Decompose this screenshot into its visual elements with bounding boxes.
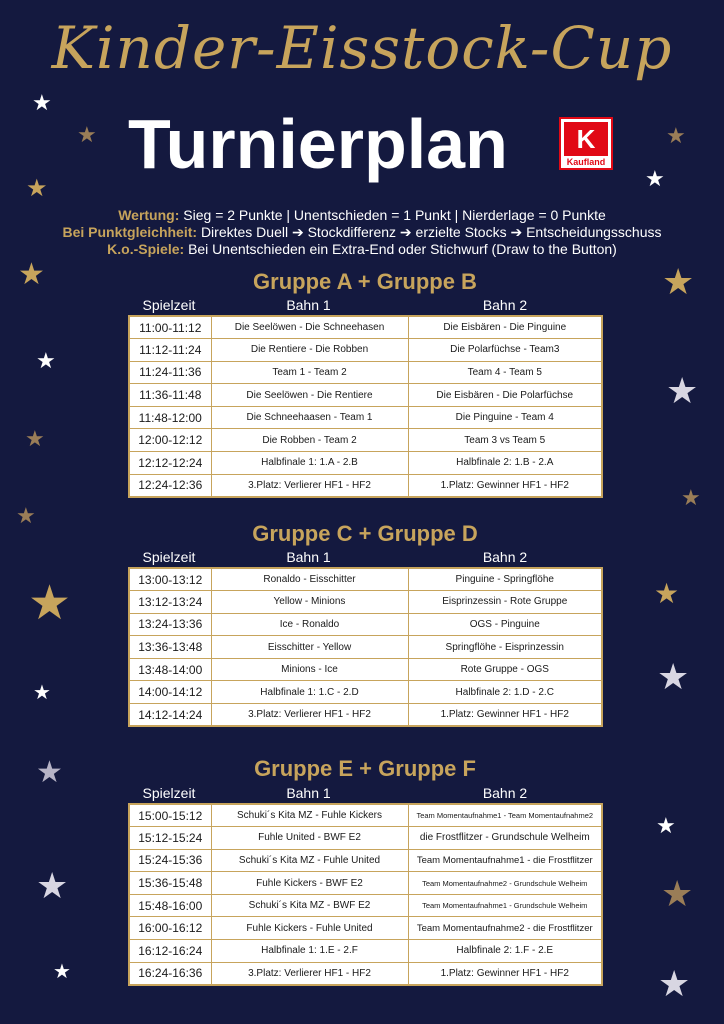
time-cell: 13:12-13:24 bbox=[129, 591, 211, 614]
time-cell: 11:24-11:36 bbox=[129, 361, 211, 384]
star-icon: ★ bbox=[32, 90, 52, 115]
table-row bbox=[129, 474, 602, 497]
star-icon: ★ bbox=[53, 961, 71, 983]
table-row bbox=[129, 940, 602, 963]
time-cell: 12:24-12:36 bbox=[129, 474, 211, 497]
star-icon: ★ bbox=[657, 656, 690, 697]
lane1-cell: Halbfinale 1: 1.C - 2.D bbox=[211, 681, 408, 704]
table-row bbox=[129, 613, 602, 636]
star-icon: ★ bbox=[28, 577, 72, 630]
lane2-cell: Halbfinale 2: 1.F - 2.E bbox=[408, 940, 602, 963]
lane1-cell: Die Seelöwen - Die Rentiere bbox=[211, 384, 408, 407]
lane1-cell: Schuki´s Kita MZ - Fuhle United bbox=[211, 849, 408, 872]
time-cell: 16:00-16:12 bbox=[129, 917, 211, 940]
column-header-lane2: Bahn 2 bbox=[482, 549, 528, 565]
time-cell: 15:48-16:00 bbox=[129, 894, 211, 917]
time-cell: 14:12-14:24 bbox=[129, 704, 211, 727]
lane2-cell: Springflöhe - Eisprinzessin bbox=[408, 636, 602, 659]
lane1-cell: Team 1 - Team 2 bbox=[211, 361, 408, 384]
table-row bbox=[129, 894, 602, 917]
lane2-cell: Team Momentaufnahme2 - die Frostflitzer bbox=[408, 917, 602, 940]
column-header-lane2: Bahn 2 bbox=[482, 297, 528, 313]
lane2-cell: Die Eisbären - Die Polarfüchse bbox=[408, 384, 602, 407]
rule-tiebreak: Bei Punktgleichheit: Direktes Duell ➔ Stockdifferenz ➔ erzielte Stocks ➔ Entscheidungsschuss bbox=[62, 224, 662, 240]
lane2-cell: Team 4 - Team 5 bbox=[408, 361, 602, 384]
table-row bbox=[129, 339, 602, 362]
rule-scoring: Wertung: Sieg = 2 Punkte | Unentschieden = 1 Punkt | Nierderlage = 0 Punkte bbox=[118, 207, 606, 223]
time-cell: 11:48-12:00 bbox=[129, 406, 211, 429]
table-row bbox=[129, 804, 602, 827]
lane2-cell: die Frostflitzer - Grundschule Welheim bbox=[408, 827, 602, 850]
column-header-lane2: Bahn 2 bbox=[482, 785, 528, 801]
star-icon: ★ bbox=[36, 865, 69, 906]
table-row bbox=[129, 361, 602, 384]
table-row bbox=[129, 384, 602, 407]
time-cell: 16:24-16:36 bbox=[129, 962, 211, 985]
lane2-cell: Team Momentaufnahme1 - Grundschule Welheim bbox=[408, 894, 602, 917]
star-icon: ★ bbox=[33, 682, 51, 704]
star-icon: ★ bbox=[16, 503, 36, 528]
lane2-cell: Team Momentaufnahme1 - die Frostflitzer bbox=[408, 849, 602, 872]
lane1-cell: Halbfinale 1: 1.E - 2.F bbox=[211, 940, 408, 963]
star-icon: ★ bbox=[77, 122, 97, 147]
lane1-cell: Die Rentiere - Die Robben bbox=[211, 339, 408, 362]
column-header-lane1: Bahn 1 bbox=[286, 785, 331, 801]
lane2-cell: Team Momentaufnahme1 - Team Momentaufnahme2 bbox=[408, 804, 602, 827]
time-cell: 11:36-11:48 bbox=[129, 384, 211, 407]
star-icon: ★ bbox=[662, 261, 695, 302]
star-icon: ★ bbox=[26, 175, 48, 202]
lane2-cell: Team 3 vs Team 5 bbox=[408, 429, 602, 452]
column-header-time: Spielzeit bbox=[142, 785, 196, 801]
schedule-table-ab bbox=[128, 315, 603, 498]
star-icon: ★ bbox=[36, 348, 56, 373]
table-row bbox=[129, 827, 602, 850]
star-icon: ★ bbox=[656, 813, 676, 838]
lane1-cell: Yellow - Minions bbox=[211, 591, 408, 614]
group-title-cd: Gruppe C + Gruppe D bbox=[252, 521, 478, 546]
lane2-cell: OGS - Pinguine bbox=[408, 613, 602, 636]
lane2-cell: Pinguine - Springflöhe bbox=[408, 568, 602, 591]
table-row bbox=[129, 872, 602, 895]
table-row bbox=[129, 452, 602, 475]
lane1-cell: Schuki´s Kita MZ - BWF E2 bbox=[211, 894, 408, 917]
star-icon: ★ bbox=[661, 873, 694, 914]
time-cell: 13:48-14:00 bbox=[129, 658, 211, 681]
star-icon: ★ bbox=[645, 166, 665, 191]
table-row bbox=[129, 429, 602, 452]
rules-block bbox=[0, 207, 724, 258]
lane2-cell: 1.Platz: Gewinner HF1 - HF2 bbox=[408, 474, 602, 497]
table-row bbox=[129, 704, 602, 727]
kaufland-logo bbox=[559, 117, 613, 170]
event-title: Kinder-Eisstock-Cup bbox=[51, 14, 673, 82]
lane2-cell: Die Pinguine - Team 4 bbox=[408, 406, 602, 429]
lane2-cell: Halbfinale 2: 1.D - 2.C bbox=[408, 681, 602, 704]
column-header-time: Spielzeit bbox=[142, 297, 196, 313]
lane1-cell: Die Robben - Team 2 bbox=[211, 429, 408, 452]
rule-knockout: K.o.-Spiele: Bei Unentschieden ein Extra-End oder Stichwurf (Draw to the Button) bbox=[107, 241, 617, 257]
star-icon: ★ bbox=[666, 123, 686, 148]
lane1-cell: Halbfinale 1: 1.A - 2.B bbox=[211, 452, 408, 475]
lane1-cell: 3.Platz: Verlierer HF1 - HF2 bbox=[211, 474, 408, 497]
star-icon: ★ bbox=[658, 963, 691, 1004]
group-title-ab: Gruppe A + Gruppe B bbox=[253, 269, 477, 294]
lane1-cell: Ronaldo - Eisschitter bbox=[211, 568, 408, 591]
column-header-lane1: Bahn 1 bbox=[286, 549, 331, 565]
time-cell: 13:00-13:12 bbox=[129, 568, 211, 591]
lane1-cell: Schuki´s Kita MZ - Fuhle Kickers bbox=[211, 804, 408, 827]
star-icon: ★ bbox=[654, 578, 680, 609]
lane2-cell: Die Eisbären - Die Pinguine bbox=[408, 316, 602, 339]
lane2-cell: Die Polarfüchse - Team3 bbox=[408, 339, 602, 362]
lane1-cell: Minions - Ice bbox=[211, 658, 408, 681]
time-cell: 15:00-15:12 bbox=[129, 804, 211, 827]
time-cell: 16:12-16:24 bbox=[129, 940, 211, 963]
time-cell: 13:36-13:48 bbox=[129, 636, 211, 659]
lane1-cell: 3.Platz: Verlierer HF1 - HF2 bbox=[211, 704, 408, 727]
time-cell: 15:36-15:48 bbox=[129, 872, 211, 895]
table-row bbox=[129, 636, 602, 659]
lane1-cell: Fuhle United - BWF E2 bbox=[211, 827, 408, 850]
lane2-cell: Eisprinzessin - Rote Gruppe bbox=[408, 591, 602, 614]
star-icon: ★ bbox=[36, 756, 63, 789]
time-cell: 12:00-12:12 bbox=[129, 429, 211, 452]
lane1-cell: Die Schneehaasen - Team 1 bbox=[211, 406, 408, 429]
star-icon: ★ bbox=[666, 370, 699, 411]
logo-letter: K bbox=[576, 124, 596, 154]
table-row bbox=[129, 406, 602, 429]
logo-brand: Kaufland bbox=[566, 157, 606, 167]
table-row bbox=[129, 591, 602, 614]
time-cell: 12:12-12:24 bbox=[129, 452, 211, 475]
lane1-cell: Fuhle Kickers - BWF E2 bbox=[211, 872, 408, 895]
table-row bbox=[129, 962, 602, 985]
schedule-table-cd bbox=[128, 567, 603, 727]
time-cell: 11:00-11:12 bbox=[129, 316, 211, 339]
lane1-cell: Fuhle Kickers - Fuhle United bbox=[211, 917, 408, 940]
lane1-cell: Eisschitter - Yellow bbox=[211, 636, 408, 659]
column-header-time: Spielzeit bbox=[142, 549, 196, 565]
lane2-cell: 1.Platz: Gewinner HF1 - HF2 bbox=[408, 962, 602, 985]
lane1-cell: Ice - Ronaldo bbox=[211, 613, 408, 636]
table-row bbox=[129, 681, 602, 704]
page-title: Turnierplan bbox=[128, 105, 508, 183]
star-icon: ★ bbox=[25, 426, 45, 451]
star-icon: ★ bbox=[18, 258, 45, 291]
time-cell: 13:24-13:36 bbox=[129, 613, 211, 636]
table-row bbox=[129, 917, 602, 940]
time-cell: 11:12-11:24 bbox=[129, 339, 211, 362]
lane1-cell: 3.Platz: Verlierer HF1 - HF2 bbox=[211, 962, 408, 985]
table-row bbox=[129, 568, 602, 591]
lane1-cell: Die Seelöwen - Die Schneehasen bbox=[211, 316, 408, 339]
time-cell: 15:12-15:24 bbox=[129, 827, 211, 850]
star-icon: ★ bbox=[681, 485, 701, 510]
lane2-cell: Rote Gruppe - OGS bbox=[408, 658, 602, 681]
column-header-lane1: Bahn 1 bbox=[286, 297, 331, 313]
table-row bbox=[129, 658, 602, 681]
table-row bbox=[129, 316, 602, 339]
group-title-ef: Gruppe E + Gruppe F bbox=[254, 756, 476, 781]
schedule-table-ef bbox=[128, 803, 603, 986]
lane2-cell: 1.Platz: Gewinner HF1 - HF2 bbox=[408, 704, 602, 727]
lane2-cell: Halbfinale 2: 1.B - 2.A bbox=[408, 452, 602, 475]
time-cell: 15:24-15:36 bbox=[129, 849, 211, 872]
lane2-cell: Team Momentaufnahme2 - Grundschule Welheim bbox=[408, 872, 602, 895]
time-cell: 14:00-14:12 bbox=[129, 681, 211, 704]
table-row bbox=[129, 849, 602, 872]
